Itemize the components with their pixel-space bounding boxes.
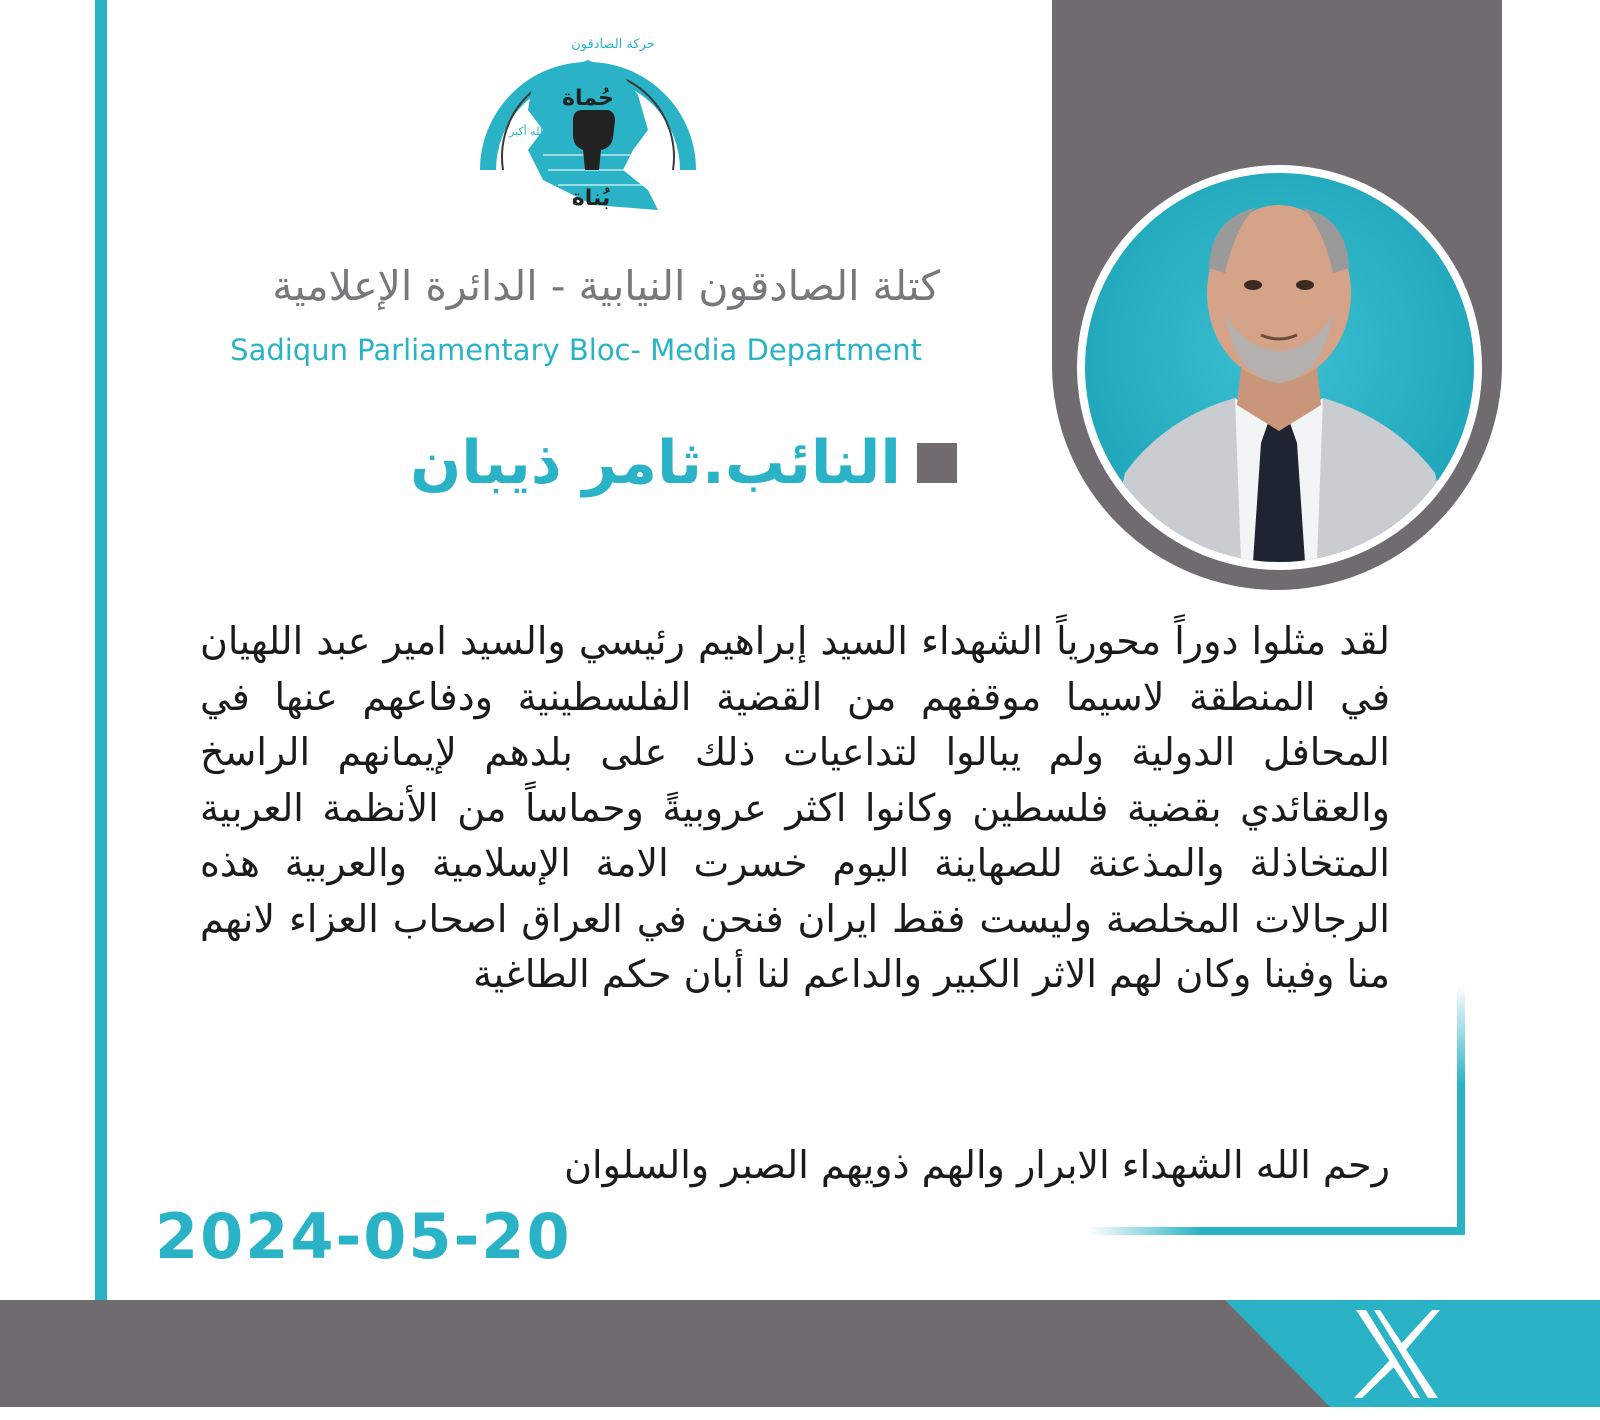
left-accent-bar bbox=[95, 0, 107, 1300]
speaker-name-row bbox=[410, 428, 957, 498]
statement-body bbox=[200, 614, 1390, 1003]
logo-word2: بُناة bbox=[571, 186, 611, 211]
post-date: 2024-05-20 bbox=[155, 1200, 572, 1273]
logo-side-text: الله أكبر bbox=[509, 125, 547, 138]
statement-paragraph: لقد مثلوا دوراً محورياً الشهداء السيد إبراهيم رئيسي والسيد امير عبد اللهيان في المنطقة لاسيما موقفهم من القضية الفلسطينية ودفاعهم عنها في المحافل الدولية ولم يبالوا لتداعيات ذلك على بلدهم لإيمانهم الراسخ والعقائدي بقضية فلسطين وكانوا اكثر عروبيةً وحماساً من الأنظمة العربية المتخاذلة والمذعنة للصهاينة اليوم خسرت الامة الإسلامية والعربية هذه الرجالات المخلصة وليست فقط ايران فنحن في العراق اصحاب العزاء لانهم منا وفينا وكان لهم الاثر الكبير والداعم لنا أبان حكم الطاغية bbox=[200, 619, 1390, 996]
portrait-photo bbox=[1085, 173, 1474, 562]
statement-closing: رحم الله الشهداء الابرار والهم ذويهم الصبر والسلوان bbox=[564, 1143, 1390, 1187]
bullet-square-icon bbox=[917, 443, 957, 483]
bloc-logo bbox=[473, 20, 703, 235]
x-logo-icon[interactable] bbox=[1352, 1308, 1442, 1400]
header-arabic: كتلة الصادقون النيابية - الدائرة الإعلامية bbox=[272, 262, 940, 310]
header-english: Sadiqun Parliamentary Bloc- Media Department bbox=[230, 333, 922, 367]
logo-word1: حُماة bbox=[562, 86, 614, 111]
quote-frame-horizontal bbox=[1088, 1227, 1465, 1235]
portrait-illustration bbox=[1085, 173, 1474, 562]
logo-top-text: حركة الصادقون bbox=[571, 37, 655, 52]
quote-frame-vertical bbox=[1457, 985, 1465, 1235]
himat-binat-logo bbox=[473, 20, 703, 235]
speaker-name: النائب.ثامر ذيبان bbox=[410, 428, 901, 498]
